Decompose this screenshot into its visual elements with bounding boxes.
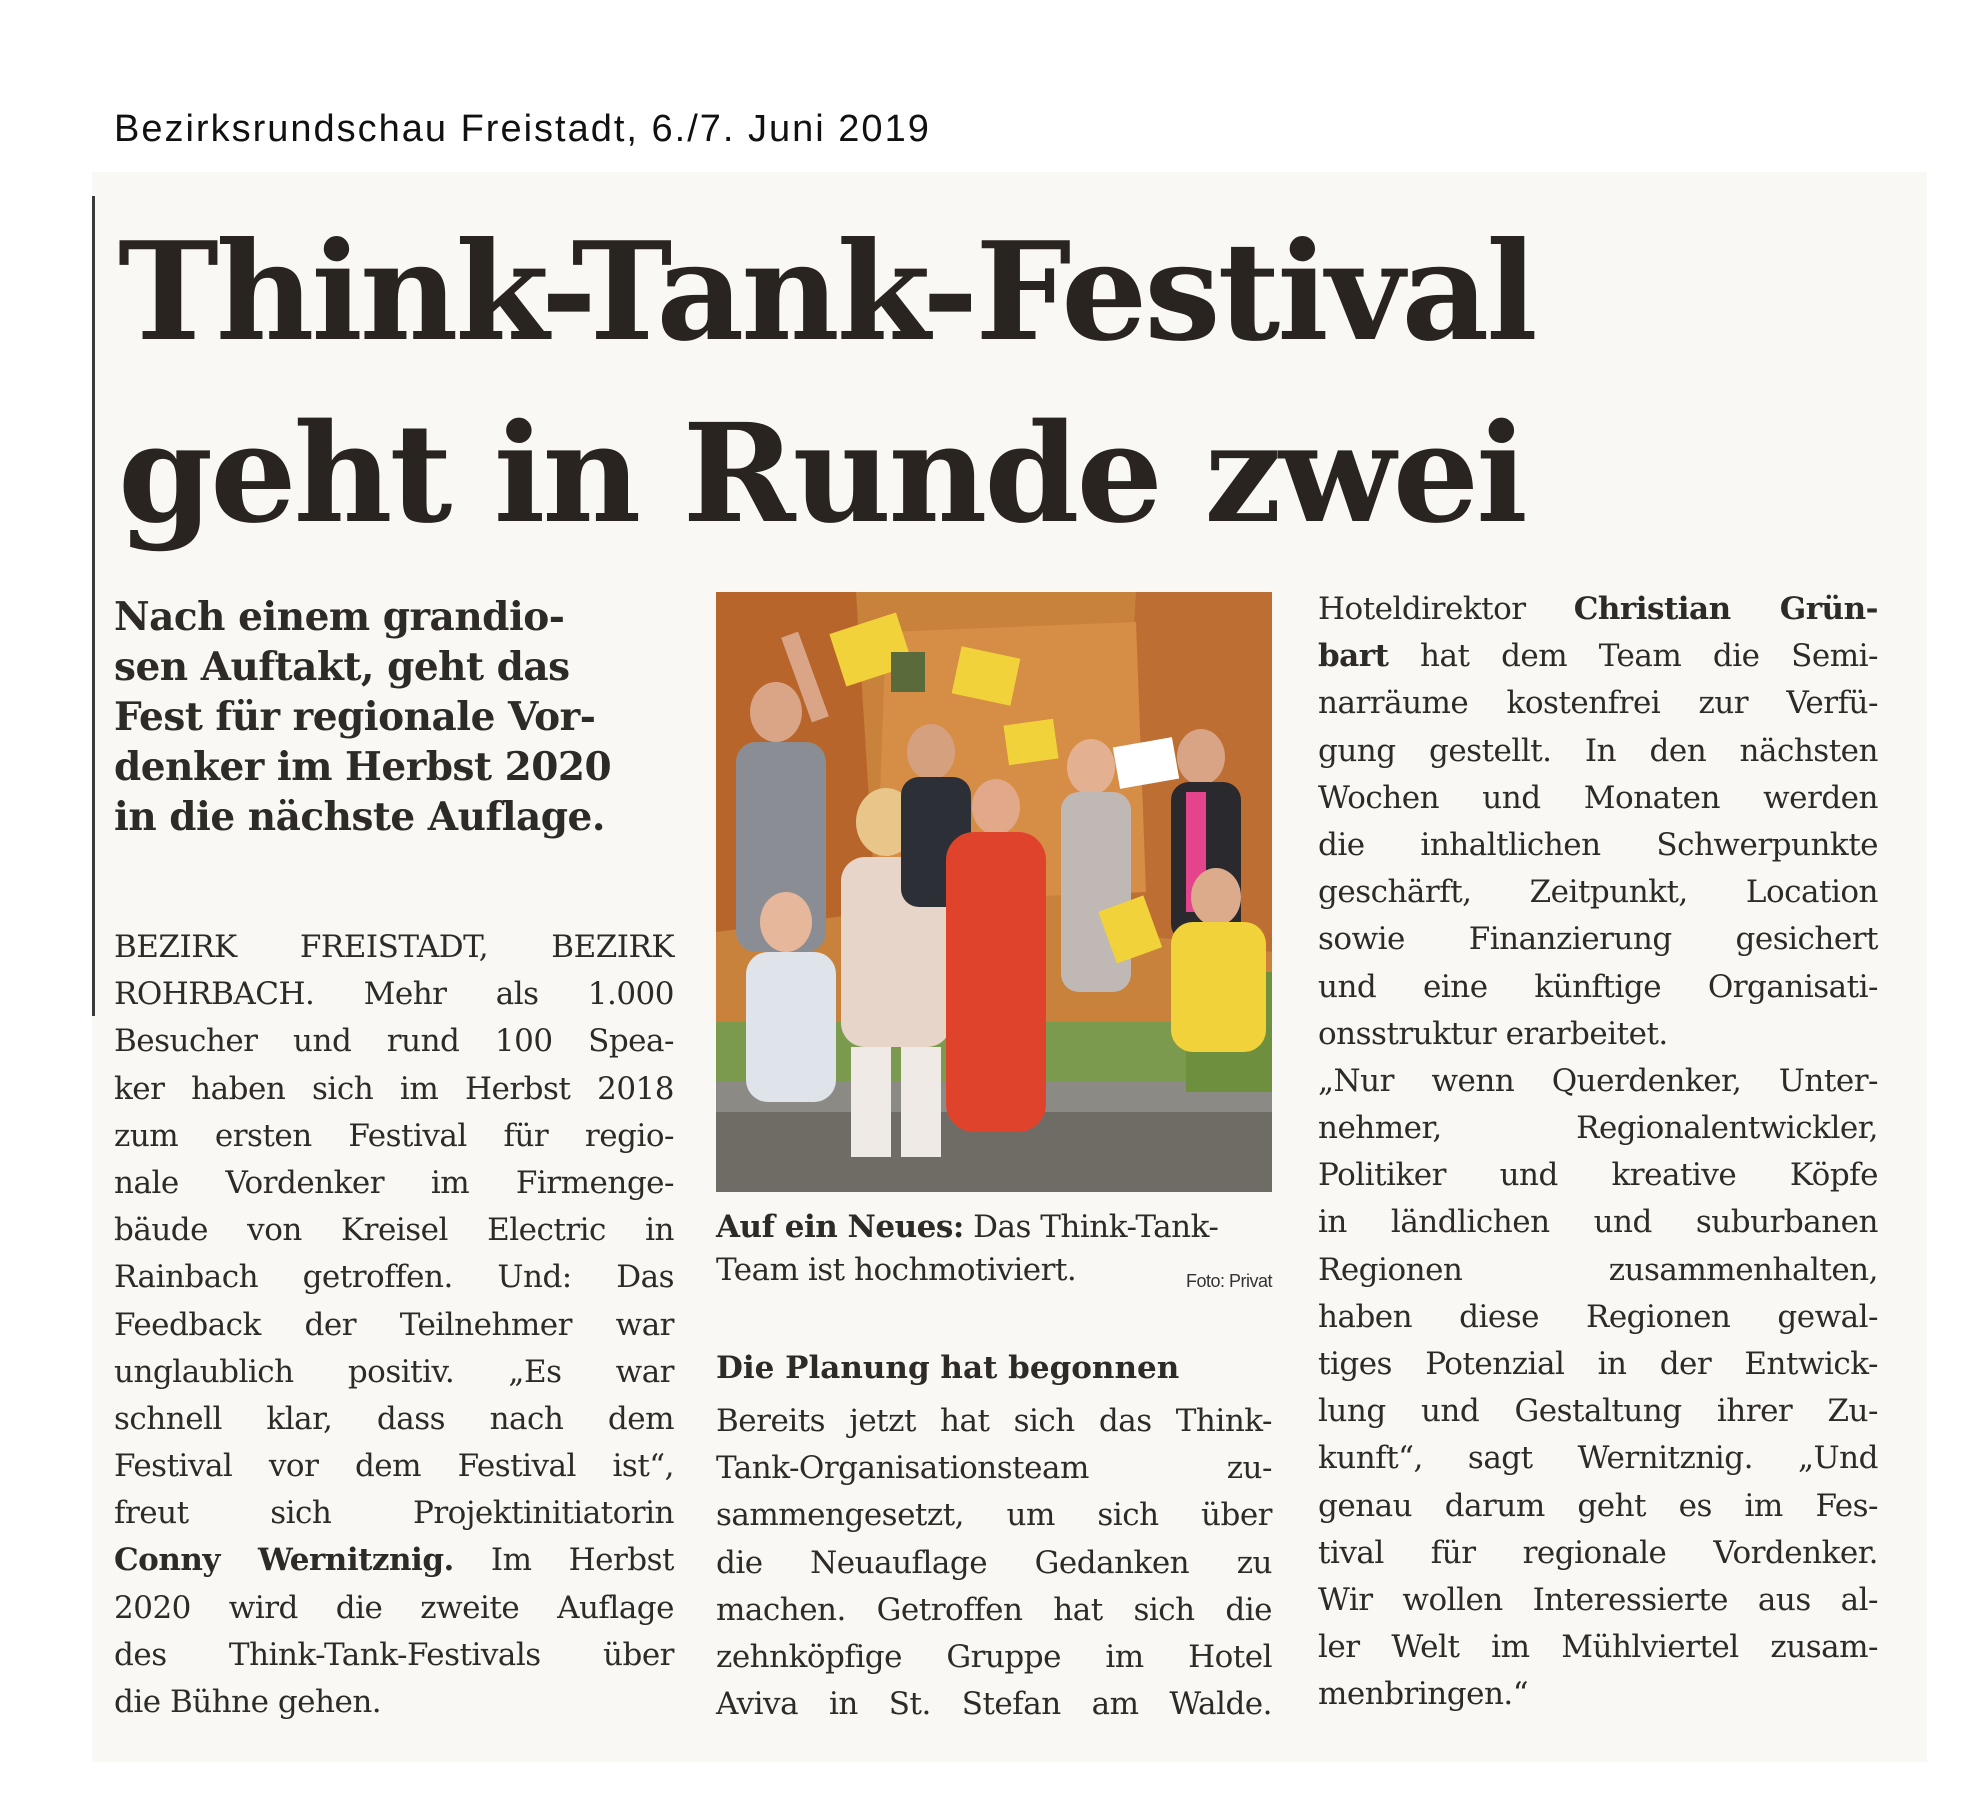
text-line: Festival vor dem Festival ist“,	[114, 1448, 674, 1485]
headline	[118, 200, 1535, 566]
text-line: schnell klar, dass nach dem	[114, 1400, 674, 1437]
person-name: Conny Wernitznig.	[114, 1542, 454, 1579]
text-line: onsstruktur erarbeitet.	[1318, 1015, 1668, 1052]
text-line: nale Vordenker im Firmenge-	[114, 1164, 674, 1201]
text-line: ROHRBACH. Mehr als 1.000	[114, 976, 674, 1013]
column-2	[716, 1398, 1272, 1728]
text-line	[114, 1537, 674, 1584]
text-line: des Think-Tank-Festivals über	[114, 1636, 674, 1673]
lead-line: Nach einem grandio-	[114, 594, 565, 640]
text-line: in ländlichen und suburbanen	[1318, 1204, 1878, 1241]
caption-lead: Auf ein Neues:	[716, 1209, 964, 1245]
text-line: ler Welt im Mühlviertel zusam-	[1318, 1629, 1878, 1666]
text-line: die Bühne gehen.	[114, 1684, 382, 1720]
text-line: machen. Getroffen hat sich die	[716, 1591, 1272, 1628]
text-fragment: Hoteldirektor	[1318, 591, 1574, 627]
headline-line-2: geht in Runde zwei	[118, 394, 1525, 554]
source-line: Bezirksrundschau Freistadt, 6./7. Juni 2019	[114, 108, 931, 150]
text-fragment: Im Herbst	[453, 1542, 674, 1579]
text-line	[1318, 633, 1878, 680]
text-line: Rainbach getroffen. Und: Das	[114, 1259, 674, 1296]
text-line: tival für regionale Vordenker.	[1318, 1534, 1878, 1571]
text-line: die inhaltlichen Schwerpunkte	[1318, 826, 1878, 863]
text-line: die Neuauflage Gedanken zu	[716, 1544, 1272, 1581]
text-line: unglaublich positiv. „Es war	[114, 1353, 674, 1390]
text-line: Tank-Organisationsteam zu-	[716, 1450, 1272, 1487]
text-line: zum ersten Festival für regio-	[114, 1117, 674, 1154]
lead-line: sen Auftakt, geht das	[114, 644, 570, 690]
text-line: gung gestellt. In den nächsten	[1318, 732, 1878, 769]
text-line: zehnköpfige Gruppe im Hotel	[716, 1638, 1272, 1675]
text-line	[1318, 586, 1878, 633]
lead-line: Fest für regionale Vor-	[114, 694, 596, 740]
column-3	[1318, 586, 1878, 1719]
text-line: bäude von Kreisel Electric in	[114, 1212, 674, 1249]
text-line: Bereits jetzt hat sich das Think-	[716, 1403, 1272, 1439]
text-line: Aviva in St. Stefan am Walde.	[716, 1686, 1272, 1723]
text-fragment: hat dem Team die Semi-	[1388, 638, 1878, 675]
text-line: kunft“, sagt Wernitznig. „Und	[1318, 1440, 1878, 1477]
caption-line	[716, 1206, 1272, 1249]
text-line: menbringen.“	[1318, 1676, 1529, 1713]
text-line: Wochen und Monaten werden	[1318, 779, 1878, 816]
team-photo	[716, 592, 1272, 1192]
text-line: und eine künftige Organisati-	[1318, 968, 1878, 1005]
text-line: „Nur wenn Querdenker, Unter-	[1318, 1062, 1878, 1099]
text-line: 2020 wird die zweite Auflage	[114, 1589, 674, 1626]
text-line: Politiker und kreative Köpfe	[1318, 1157, 1878, 1194]
text-line: Feedback der Teilnehmer war	[114, 1306, 674, 1343]
text-line: Wir wollen Interessierte aus al-	[1318, 1581, 1878, 1618]
lead-line: denker im Herbst 2020	[114, 744, 612, 790]
person-name: bart	[1318, 638, 1389, 675]
team-photo-illustration	[716, 592, 1272, 1192]
text-line: lung und Gestaltung ihrer Zu-	[1318, 1393, 1878, 1430]
text-line: Besucher und rund 100 Spea-	[114, 1023, 674, 1060]
lead-paragraph	[114, 592, 674, 842]
clipping-edge	[92, 196, 95, 1016]
text-line: Regionen zusammenhalten,	[1318, 1251, 1878, 1288]
text-line: tiges Potenzial in der Entwick-	[1318, 1346, 1878, 1382]
person-name: Christian Grün-	[1573, 591, 1878, 627]
text-line: sowie Finanzierung gesichert	[1318, 921, 1878, 958]
photo-credit: Foto: Privat	[1185, 1271, 1272, 1291]
text-line: nehmer, Regionalentwickler,	[1318, 1110, 1878, 1147]
section-subhead: Die Planung hat begonnen	[716, 1350, 1180, 1386]
text-line: freut sich Projektinitiatorin	[114, 1495, 674, 1532]
caption-text: Das Think-Tank-	[963, 1209, 1219, 1245]
text-line: sammengesetzt, um sich über	[716, 1497, 1272, 1534]
photo-caption	[716, 1206, 1272, 1292]
text-line: genau darum geht es im Fes-	[1318, 1487, 1878, 1524]
lead-line: in die nächste Auflage.	[114, 794, 605, 840]
text-line: BEZIRK FREISTADT, BEZIRK	[114, 929, 674, 965]
caption-line: Team ist hochmotiviert.	[716, 1252, 1077, 1288]
headline-line-1: Think-Tank-Festival	[118, 212, 1535, 371]
text-line: geschärft, Zeitpunkt, Location	[1318, 874, 1878, 911]
text-line: haben diese Regionen gewal-	[1318, 1298, 1878, 1335]
column-1	[114, 924, 674, 1726]
text-line: narräume kostenfrei zur Verfü-	[1318, 685, 1878, 722]
text-line: ker haben sich im Herbst 2018	[114, 1070, 674, 1107]
